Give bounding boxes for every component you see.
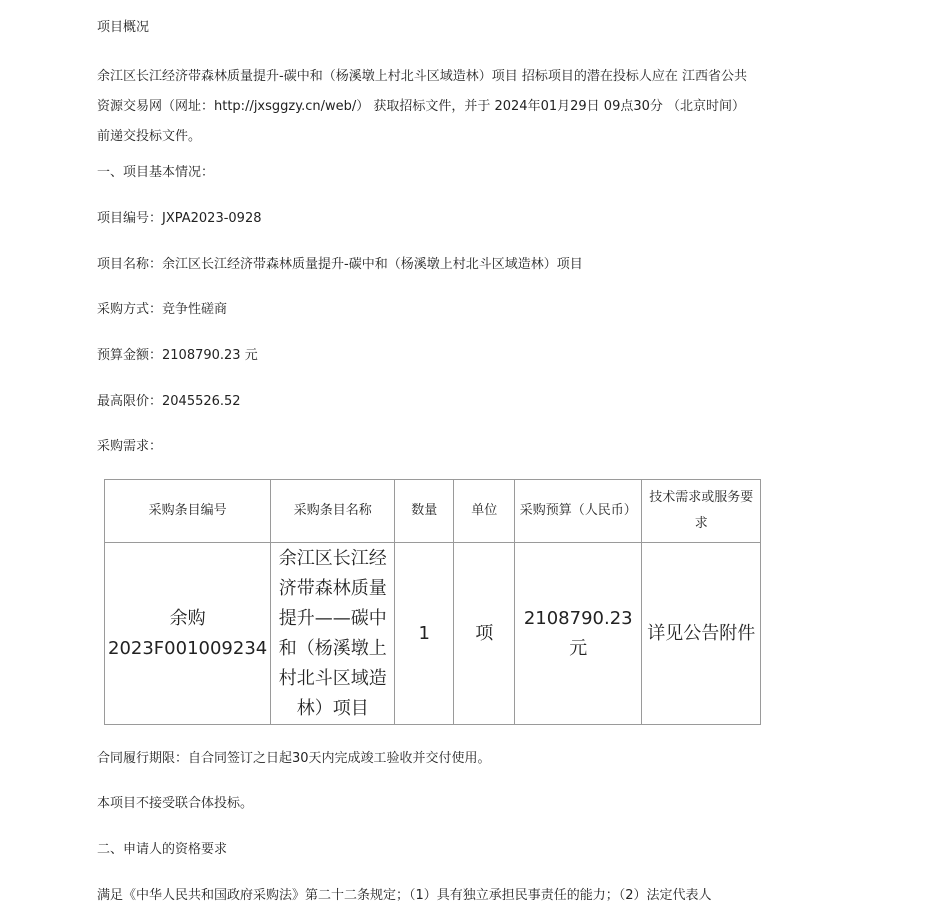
- budget-amount: 预算金额：2108790.23 元: [97, 348, 258, 363]
- contract-period: 合同履行期限：自合同签订之日起30天内完成竣工验收并交付使用。: [97, 751, 491, 766]
- table-header-row: [105, 480, 761, 543]
- header-quantity: 数量: [395, 480, 454, 543]
- cell-quantity: 1: [395, 543, 454, 725]
- cell-item-code: 余购2023F001009234: [105, 543, 271, 725]
- section-qualify-heading: 二、申请人的资格要求: [97, 842, 228, 857]
- section-basic-heading: 一、项目基本情况：: [97, 165, 215, 180]
- table-row: [105, 543, 761, 725]
- no-consortium-note: 本项目不接受联合体投标。: [97, 796, 254, 811]
- demand-label: 采购需求：: [97, 439, 163, 454]
- intro-paragraph: 余江区长江经济带森林质量提升-碳中和（杨溪墩上村北斗区域造林）项目 招标项目的潜在投标人应在 江西省公共资源交易网（网址：http://jxsggzy.cn/web/） 获取招标文件，并于 2024年01月29日 09点30分 （北京时间）前递交投标文件。: [97, 69, 747, 144]
- section-overview-heading: 项目概况: [97, 20, 150, 35]
- cell-item-name: 余江区长江经济带森林质量提升——碳中和（杨溪墩上村北斗区域造林）项目: [271, 543, 395, 725]
- project-name: 项目名称：余江区长江经济带森林质量提升-碳中和（杨溪墩上村北斗区域造林）项目: [97, 257, 583, 272]
- cell-requirements: 详见公告附件: [642, 543, 761, 725]
- header-requirements: 技术需求或服务要求: [642, 480, 761, 543]
- cell-budget: 2108790.23元: [515, 543, 642, 725]
- header-unit: 单位: [454, 480, 515, 543]
- cell-unit: 项: [454, 543, 515, 725]
- requirements-table: [104, 479, 761, 725]
- qualification-text: 满足《中华人民共和国政府采购法》第二十二条规定；（1）具有独立承担民事责任的能力；（2）法定代表人: [97, 888, 712, 903]
- header-item-name: 采购条目名称: [271, 480, 395, 543]
- max-price: 最高限价：2045526.52: [97, 394, 241, 409]
- procurement-method: 采购方式：竞争性磋商: [97, 302, 228, 317]
- project-number: 项目编号：JXPA2023-0928: [97, 211, 262, 226]
- header-item-code: 采购条目编号: [105, 480, 271, 543]
- header-budget: 采购预算（人民币）: [515, 480, 642, 543]
